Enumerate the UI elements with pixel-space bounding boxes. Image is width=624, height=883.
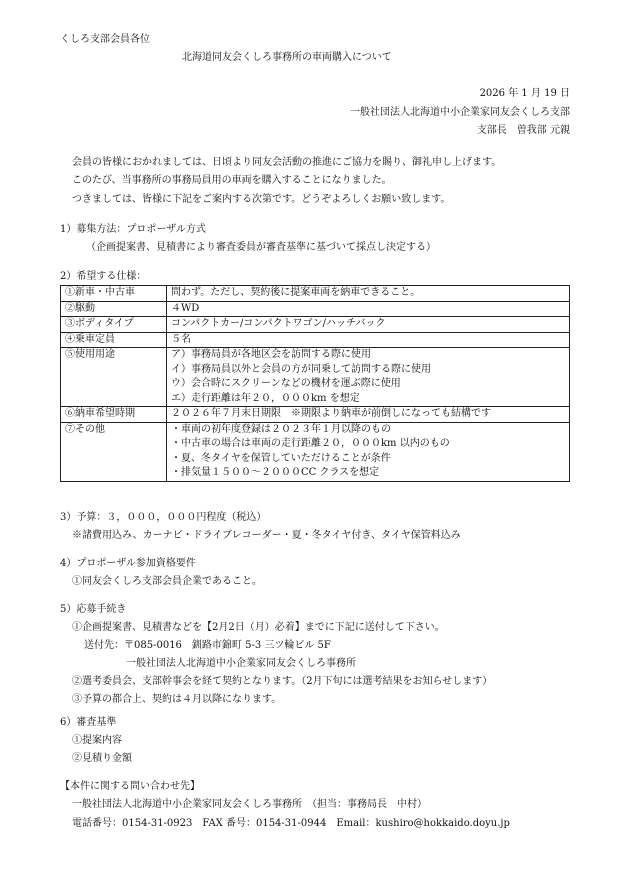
- section-5-item-3: ③予算の都合上、契約は４月以降になります。: [72, 694, 282, 705]
- spec-row: [61, 301, 570, 317]
- sender-person: 支部長 曽我部 元親: [476, 125, 570, 136]
- spec-key: ①新車・中古車: [61, 286, 167, 302]
- intro-line-2: このたび、当事務所の事務局員用の車両を購入することになりました。: [72, 175, 392, 186]
- section-5-item-1: ①企画提案書、見積書などを【2月2日（月）必着】までに下記に送付して下さい。: [72, 622, 445, 633]
- spec-key: ②駆動: [61, 301, 167, 317]
- spec-row: [61, 407, 570, 423]
- spec-value: ４WD: [167, 301, 570, 317]
- spec-value: ・車両の初年度登録は２０２３年１月以降のもの ・中古車の場合は車両の走行距離２０，０００km 以内のもの ・夏、冬タイヤを保管していただけることが条件 ・排気量１５００～２０００CC クラスを想定: [167, 422, 570, 481]
- spec-key: ④乗車定員: [61, 332, 167, 348]
- spec-value: 問わず。ただし、契約後に提案車両を納車できること。: [167, 286, 570, 302]
- section-6-item-2: ②見積り金額: [72, 753, 132, 764]
- document-date: 2026 年 1 月 19 日: [479, 88, 570, 99]
- send-address-org: 一般社団法人北海道中小企業家同友会くしろ事務所: [126, 658, 356, 669]
- send-address: 送付先：〒085-0016 釧路市錦町 5-3 三ツ輪ビル 5F: [84, 640, 331, 651]
- spec-key: ③ボディタイプ: [61, 317, 167, 333]
- spec-row: [61, 348, 570, 407]
- spec-key: ⑦その他: [61, 422, 167, 481]
- section-5-heading: 5）応募手続き: [60, 604, 127, 615]
- spec-row: [61, 286, 570, 302]
- section-3-note: ※諸費用込み、カーナビ・ドライブレコーダー・夏・冬タイヤ付き、タイヤ保管料込み: [72, 530, 461, 541]
- section-4-item: ①同友会くしろ支部会員企業であること。: [72, 576, 262, 587]
- section-3-heading: 3）予算：３，０００，０００円程度（税込）: [60, 512, 267, 523]
- spec-value: ア）事務局員が各地区会を訪問する際に使用 イ）事務局員以外と会員の方が同乗して訪問する際に使用 ウ）会合時にスクリーンなどの機材を運ぶ際に使用 エ）走行距離は年２０，０００km を想定: [167, 348, 570, 407]
- spec-row: [61, 317, 570, 333]
- spec-row: [61, 332, 570, 348]
- intro-line-3: つきましては、皆様に下記をご案内する次第です。どうぞよろしくお願い致します。: [72, 194, 451, 205]
- section-1-heading: 1）募集方法：プロポーザル方式: [60, 224, 206, 235]
- sender-org: 一般社団法人北海道中小企業家同友会くしろ支部: [350, 107, 570, 118]
- addressee: くしろ支部会員各位: [60, 34, 150, 45]
- section-4-heading: 4）プロポーザル参加資格要件: [60, 558, 196, 569]
- contact-details: 電話番号：0154-31-0923 FAX 番号：0154-31-0944 Email：kushiro@hokkaido.doyu.jp: [72, 818, 510, 829]
- section-6-item-1: ①提案内容: [72, 735, 122, 746]
- contact-org: 一般社団法人北海道中小企業家同友会くしろ事務所 （担当：事務局長 中村）: [72, 799, 427, 810]
- section-6-heading: 6）審査基準: [60, 717, 117, 728]
- section-1-note: （企画提案書、見積書により審査委員が審査基準に基づいて採点し決定する）: [86, 242, 436, 253]
- spec-value: コンパクトカー/コンパクトワゴン/ハッチバック: [167, 317, 570, 333]
- section-2-heading: 2）希望する仕様：: [60, 271, 147, 282]
- contact-heading: 【本件に関する問い合わせ先】: [60, 781, 200, 792]
- spec-key: ⑤使用用途: [61, 348, 167, 407]
- spec-table: [60, 285, 570, 482]
- spec-value: ２０２６年７月末日期限 ※期限より納車が前倒しになっても結構です: [167, 407, 570, 423]
- document-title: 北海道同友会くしろ事務所の車両購入について: [182, 52, 392, 63]
- section-5-item-2: ②選考委員会、支部幹事会を経て契約となります。（2月下旬には選考結果をお知らせします）: [72, 676, 493, 687]
- spec-row: [61, 422, 570, 481]
- intro-line-1: 会員の皆様におかれましては、日頃より同友会活動の推進にご協力を賜り、御礼申し上げます。: [72, 157, 502, 168]
- spec-value: ５名: [167, 332, 570, 348]
- spec-key: ⑥納車希望時期: [61, 407, 167, 423]
